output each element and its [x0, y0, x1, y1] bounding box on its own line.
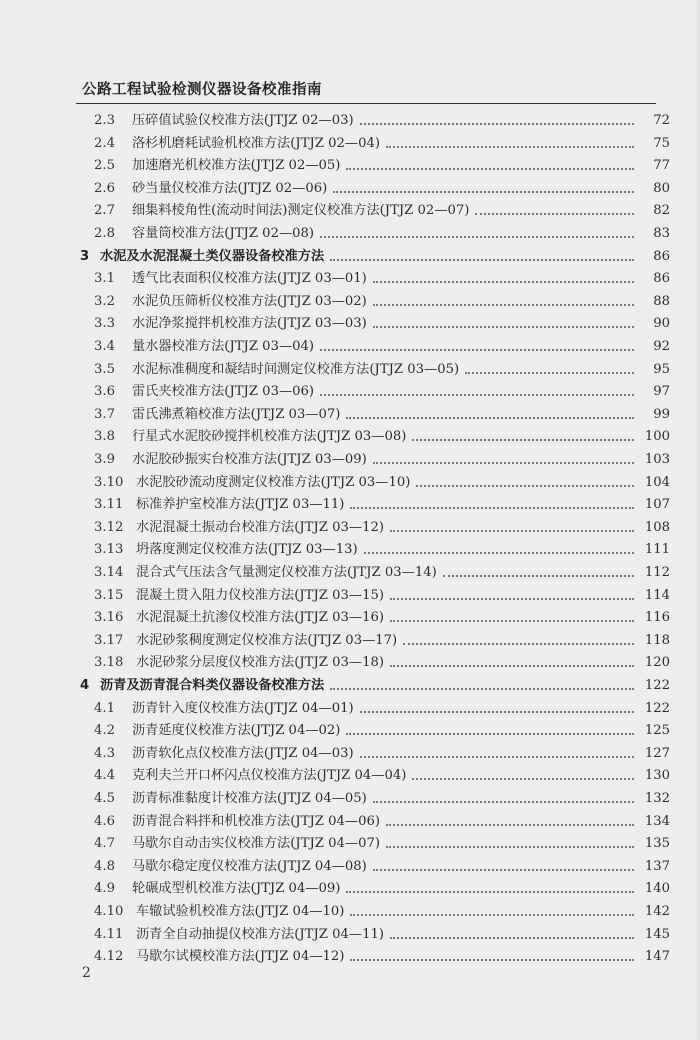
- toc-entry-title: 洛杉机磨耗试验机校准方法(JTJZ 02—04): [132, 135, 381, 151]
- toc-dot-leader: [390, 937, 634, 939]
- toc-dot-leader: [386, 824, 634, 826]
- toc-entry-page: 137: [644, 858, 670, 874]
- toc-entry-number: 3: [80, 248, 90, 264]
- toc-entry-page: 92: [653, 339, 670, 354]
- toc-dot-leader: [350, 959, 634, 961]
- toc-entry-number: 3.2: [94, 293, 115, 309]
- toc-entry-number: 2.7: [94, 203, 115, 219]
- toc-entry-number: 3.14: [94, 565, 124, 580]
- toc-dot-leader: [403, 643, 634, 645]
- toc-dot-leader: [390, 665, 634, 667]
- toc-entry-title: 马歇尔试模校准方法(JTJZ 04—12): [136, 949, 345, 965]
- toc-entry-title: 水泥标准稠度和凝结时间测定仪校准方法(JTJZ 03—05): [132, 361, 460, 377]
- toc-section-entry: [94, 539, 670, 561]
- toc-entry-number: 4.6: [94, 813, 115, 829]
- toc-entry-title: 容量筒校准方法(JTJZ 02—08): [132, 226, 315, 241]
- toc-chapter-entry: [80, 246, 670, 268]
- toc-entry-number: 3.3: [94, 316, 115, 332]
- toc-entry-title: 轮碾成型机校准方法(JTJZ 04—09): [132, 881, 341, 897]
- toc-section-entry: [94, 404, 670, 426]
- toc-dot-leader: [412, 439, 634, 441]
- toc-section-entry: [94, 901, 670, 923]
- toc-section-entry: [94, 811, 670, 833]
- toc-section-entry: [94, 155, 670, 177]
- toc-entry-title: 水泥砂浆稠度测定仪校准方法(JTJZ 03—17): [136, 632, 398, 648]
- toc-entry-title: 水泥净浆搅拌机校准方法(JTJZ 03—03): [132, 316, 367, 332]
- toc-entry-title: 混合式气压法含气量测定仪校准方法(JTJZ 03—14): [136, 565, 437, 580]
- toc-dot-leader: [475, 213, 634, 215]
- running-header: 公路工程试验检测仪器设备校准指南: [82, 82, 322, 98]
- toc-entry-number: 4.12: [94, 949, 124, 965]
- toc-entry-title: 加速磨光机校准方法(JTJZ 02—05): [132, 158, 341, 174]
- toc-entry-number: 3.18: [94, 655, 124, 671]
- toc-entry-page: 112: [644, 565, 670, 580]
- toc-section-entry: [94, 133, 670, 155]
- toc-entry-number: 4.1: [94, 700, 115, 716]
- toc-entry-number: 4.5: [94, 791, 115, 806]
- toc-dot-leader: [373, 462, 634, 464]
- toc-entry-number: 3.11: [94, 497, 124, 513]
- toc-dot-leader: [390, 620, 634, 622]
- toc-entry-title: 压碎值试验仪校准方法(JTJZ 02—03): [132, 113, 354, 128]
- toc-entry-number: 3.6: [94, 384, 115, 400]
- toc-entry-page: 97: [653, 384, 670, 400]
- toc-dot-leader: [373, 869, 634, 871]
- toc-entry-number: 3.16: [94, 610, 124, 626]
- toc-section-entry: [94, 630, 670, 652]
- toc-entry-page: 75: [653, 135, 670, 151]
- toc-entry-page: 95: [653, 361, 670, 377]
- toc-entry-title: 水泥负压筛析仪校准方法(JTJZ 03—02): [132, 293, 367, 309]
- toc-entry-title: 雷氏夹校准方法(JTJZ 03—06): [132, 384, 315, 400]
- toc-entry-number: 3.4: [94, 339, 115, 354]
- toc-entry-title: 混凝土贯入阻力仪校准方法(JTJZ 03—15): [136, 587, 385, 603]
- toc-dot-leader: [364, 552, 634, 554]
- toc-section-entry: [94, 426, 670, 448]
- toc-entry-page: 134: [644, 813, 670, 829]
- toc-section-entry: [94, 856, 670, 878]
- toc-section-entry: [94, 449, 670, 471]
- toc-entry-page: 147: [644, 949, 670, 965]
- toc-section-entry: [94, 878, 670, 900]
- toc-section-entry: [94, 381, 670, 403]
- toc-entry-title: 水泥胶砂流动度测定仪校准方法(JTJZ 03—10): [136, 474, 411, 490]
- toc-entry-title: 沥青标准黏度计校准方法(JTJZ 04—05): [132, 791, 367, 806]
- toc-section-entry: [94, 698, 670, 720]
- toc-entry-title: 砂当量仪校准方法(JTJZ 02—06): [132, 180, 328, 196]
- toc-entry-title: 水泥混凝土振动台校准方法(JTJZ 03—12): [136, 519, 385, 535]
- toc-dot-leader: [330, 688, 634, 690]
- toc-dot-leader: [320, 349, 634, 351]
- toc-section-entry: [94, 359, 670, 381]
- toc-dot-leader: [373, 326, 634, 328]
- toc-entry-page: 114: [644, 587, 670, 603]
- toc-entry-page: 145: [644, 926, 670, 942]
- toc-dot-leader: [386, 146, 634, 148]
- toc-dot-leader: [390, 530, 634, 532]
- toc-section-entry: [94, 585, 670, 607]
- page-number: 2: [82, 965, 91, 981]
- toc-section-entry: [94, 946, 670, 968]
- toc-entry-title: 沥青及沥青混合料类仪器设备校准方法: [100, 678, 325, 693]
- toc-dot-leader: [373, 304, 634, 306]
- toc-entry-page: 99: [653, 406, 670, 422]
- toc-entry-page: 140: [644, 881, 670, 897]
- toc-entry-number: 3.8: [94, 429, 115, 445]
- toc-dot-leader: [360, 756, 634, 758]
- toc-entry-page: 125: [644, 723, 670, 739]
- toc-entry-number: 2.3: [94, 113, 115, 128]
- toc-dot-leader: [373, 801, 634, 803]
- header-rule: [76, 103, 656, 104]
- toc-dot-leader: [465, 372, 634, 374]
- toc-dot-leader: [386, 846, 634, 848]
- toc-section-entry: [94, 607, 670, 629]
- toc-entry-number: 4.10: [94, 904, 124, 919]
- toc-entry-page: 80: [653, 180, 670, 196]
- toc-entry-page: 120: [644, 655, 670, 671]
- toc-entry-page: 72: [653, 113, 670, 128]
- toc-entry-page: 104: [644, 474, 670, 490]
- toc-entry-title: 克利夫兰开口杯闪点仪校准方法(JTJZ 04—04): [132, 768, 407, 784]
- toc-section-entry: [94, 200, 670, 222]
- toc-section-entry: [94, 336, 670, 358]
- toc-entry-title: 水泥及水泥混凝土类仪器设备校准方法: [100, 248, 325, 264]
- toc-entry-number: 3.13: [94, 542, 124, 558]
- toc-entry-title: 沥青针入度仪校准方法(JTJZ 04—01): [132, 700, 354, 716]
- toc-entry-page: 86: [653, 271, 670, 287]
- toc-entry-number: 3.10: [94, 474, 124, 490]
- toc-entry-title: 沥青全自动抽提仪校准方法(JTJZ 04—11): [136, 926, 385, 942]
- toc-entry-page: 103: [644, 452, 670, 467]
- toc-dot-leader: [416, 485, 634, 487]
- toc-dot-leader: [346, 168, 634, 170]
- toc-entry-number: 4.3: [94, 745, 115, 761]
- toc-section-entry: [94, 110, 670, 132]
- toc-entry-number: 3.12: [94, 519, 124, 535]
- toc-section-entry: [94, 924, 670, 946]
- toc-entry-number: 4.2: [94, 723, 115, 739]
- toc-entry-number: 4.8: [94, 858, 115, 874]
- toc-dot-leader: [330, 259, 634, 261]
- toc-entry-title: 马歇尔稳定度仪校准方法(JTJZ 04—08): [132, 858, 367, 874]
- toc-entry-title: 细集料棱角性(流动时间法)测定仪校准方法(JTJZ 02—07): [132, 203, 470, 219]
- toc-entry-page: 130: [644, 768, 670, 784]
- toc-entry-number: 4: [80, 678, 90, 693]
- toc-section-entry: [94, 291, 670, 313]
- toc-entry-page: 90: [653, 316, 670, 332]
- page-edge-shade: [694, 0, 700, 1040]
- toc-entry-page: 142: [644, 904, 670, 919]
- toc-entry-page: 86: [653, 248, 670, 264]
- toc-entry-page: 83: [653, 226, 670, 241]
- toc-entry-page: 111: [644, 542, 670, 558]
- toc-entry-page: 122: [644, 678, 670, 693]
- toc-dot-leader: [346, 733, 634, 735]
- toc-entry-page: 127: [644, 745, 670, 761]
- toc-entry-title: 水泥胶砂振实台校准方法(JTJZ 03—09): [132, 452, 367, 467]
- toc-section-entry: [94, 494, 670, 516]
- toc-section-entry: [94, 313, 670, 335]
- toc-dot-leader: [320, 236, 634, 238]
- toc-entry-number: 2.5: [94, 158, 115, 174]
- toc-entry-title: 沥青延度仪校准方法(JTJZ 04—02): [132, 723, 341, 739]
- toc-dot-leader: [320, 394, 634, 396]
- toc-entry-title: 行星式水泥胶砂搅拌机校准方法(JTJZ 03—08): [132, 429, 407, 445]
- toc-entry-title: 沥青软化点仪校准方法(JTJZ 04—03): [132, 745, 354, 761]
- toc-entry-title: 透气比表面积仪校准方法(JTJZ 03—01): [132, 271, 367, 287]
- toc-entry-page: 135: [644, 836, 670, 852]
- toc-section-entry: [94, 268, 670, 290]
- toc-section-entry: [94, 472, 670, 494]
- toc-entry-page: 108: [644, 519, 670, 535]
- toc-entry-number: 2.6: [94, 180, 115, 196]
- toc-entry-title: 量水器校准方法(JTJZ 03—04): [132, 339, 315, 354]
- toc-entry-number: 2.4: [94, 135, 115, 151]
- toc-section-entry: [94, 743, 670, 765]
- toc-section-entry: [94, 833, 670, 855]
- toc-entry-title: 标准养护室校准方法(JTJZ 03—11): [136, 497, 345, 513]
- toc-dot-leader: [412, 778, 634, 780]
- toc-entry-page: 116: [644, 610, 670, 626]
- toc-entry-number: 3.17: [94, 632, 124, 648]
- toc-dot-leader: [346, 891, 634, 893]
- toc-entry-title: 水泥混凝土抗渗仪校准方法(JTJZ 03—16): [136, 610, 385, 626]
- toc-entry-page: 77: [653, 158, 670, 174]
- toc-entry-number: 4.7: [94, 836, 115, 852]
- toc-dot-leader: [350, 914, 634, 916]
- toc-section-entry: [94, 788, 670, 810]
- toc-entry-page: 88: [653, 293, 670, 309]
- toc-section-entry: [94, 517, 670, 539]
- toc-entry-number: 3.9: [94, 452, 115, 467]
- toc-dot-leader: [333, 191, 634, 193]
- toc-entry-number: 3.7: [94, 406, 115, 422]
- toc-entry-title: 坍落度测定仪校准方法(JTJZ 03—13): [136, 542, 358, 558]
- toc-entry-page: 107: [644, 497, 670, 513]
- toc-dot-leader: [360, 123, 634, 125]
- toc-entry-page: 122: [644, 700, 670, 716]
- toc-dot-leader: [350, 507, 634, 509]
- toc-entry-title: 沥青混合料拌和机校准方法(JTJZ 04—06): [132, 813, 381, 829]
- toc-dot-leader: [390, 598, 634, 600]
- toc-dot-leader: [360, 711, 634, 713]
- toc-section-entry: [94, 652, 670, 674]
- toc-entry-page: 118: [644, 632, 670, 648]
- toc-section-entry: [94, 223, 670, 245]
- toc-entry-page: 132: [644, 791, 670, 806]
- toc-entry-title: 马歇尔自动击实仪校准方法(JTJZ 04—07): [132, 836, 381, 852]
- toc-entry-title: 雷氏沸煮箱校准方法(JTJZ 03—07): [132, 406, 341, 422]
- toc-section-entry: [94, 178, 670, 200]
- toc-entry-number: 3.15: [94, 587, 124, 603]
- toc-dot-leader: [443, 575, 634, 577]
- toc-section-entry: [94, 765, 670, 787]
- toc-entry-title: 水泥砂浆分层度仪校准方法(JTJZ 03—18): [136, 655, 385, 671]
- toc-entry-number: 4.9: [94, 881, 115, 897]
- toc-entry-title: 车辙试验机校准方法(JTJZ 04—10): [136, 904, 345, 919]
- toc-section-entry: [94, 720, 670, 742]
- toc-entry-number: 3.5: [94, 361, 115, 377]
- toc-dot-leader: [373, 281, 634, 283]
- toc-entry-page: 100: [644, 429, 670, 445]
- toc-entry-number: 3.1: [94, 271, 115, 287]
- toc-entry-page: 82: [653, 203, 670, 219]
- toc-chapter-entry: [80, 675, 670, 697]
- toc-dot-leader: [346, 417, 634, 419]
- toc-entry-number: 4.4: [94, 768, 115, 784]
- toc-entry-number: 4.11: [94, 926, 124, 942]
- toc-entry-number: 2.8: [94, 226, 115, 241]
- toc-section-entry: [94, 562, 670, 584]
